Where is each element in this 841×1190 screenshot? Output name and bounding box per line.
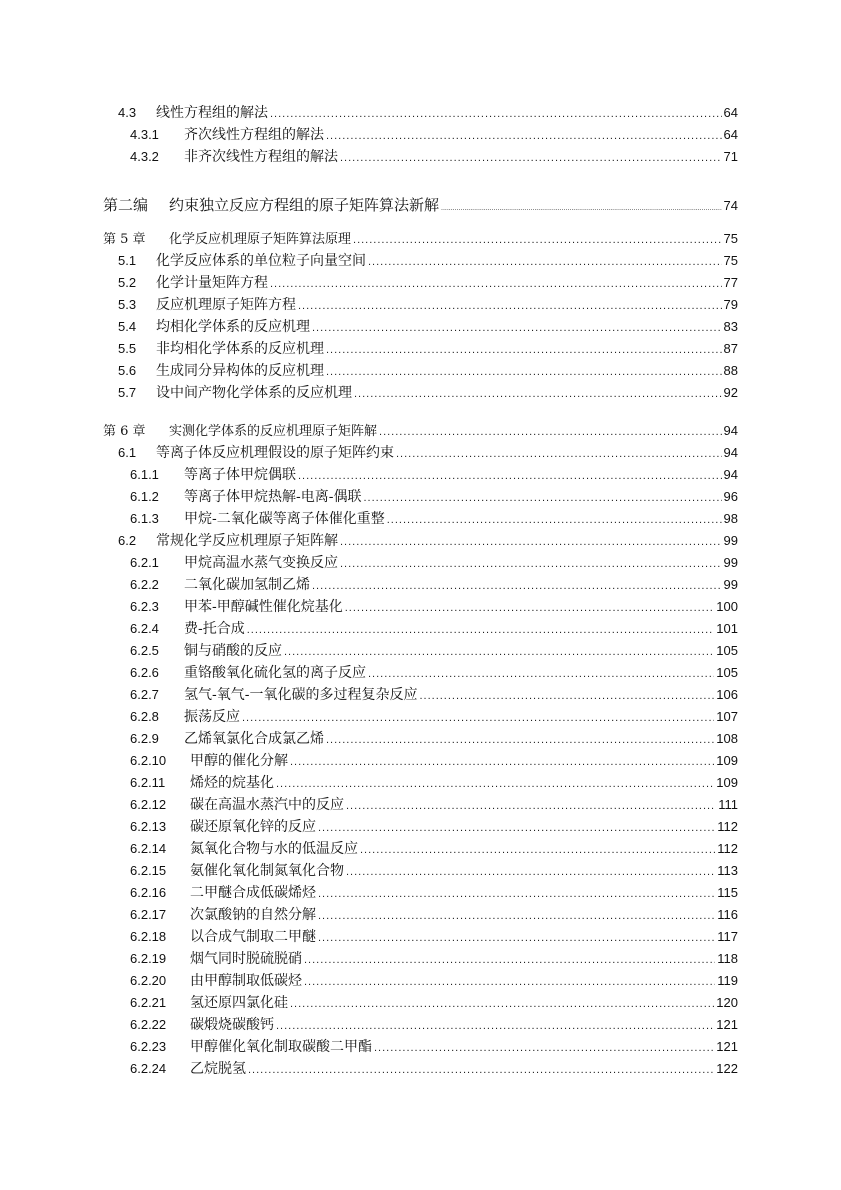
dot-leader xyxy=(326,125,722,147)
dot-leader xyxy=(340,553,722,575)
toc-entry-5-3[interactable] xyxy=(0,294,841,316)
dot-leader xyxy=(298,465,722,487)
section-title: 重铬酸氧化硫化氢的离子反应 xyxy=(184,665,366,681)
chapter-title: 化学反应机理原子矩阵算法原理 xyxy=(169,232,352,247)
section-title: 设中间产物化学体系的反应机理 xyxy=(156,385,352,401)
section-title: 氮氧化合物与水的低温反应 xyxy=(190,841,358,857)
page-number: 115 xyxy=(717,885,738,900)
section-title: 铜与硝酸的反应 xyxy=(184,643,282,659)
dot-leader xyxy=(374,1037,714,1059)
section-number: 4.3.1 xyxy=(130,127,159,142)
section-number: 5.2 xyxy=(118,275,137,290)
toc-entry-6-1-2[interactable] xyxy=(0,486,841,508)
section-number: 5.4 xyxy=(118,319,137,334)
toc-entry-6-1-3[interactable] xyxy=(0,508,841,530)
section-title: 碳还原氧化锌的反应 xyxy=(190,819,316,835)
page-number: 99 xyxy=(723,533,738,548)
toc-entry-6-2-1[interactable] xyxy=(0,552,841,574)
dot-leader xyxy=(326,339,722,361)
toc-entry-6-2-8[interactable] xyxy=(0,706,841,728)
section-title: 甲苯-甲醇碱性催化烷基化 xyxy=(184,599,343,615)
page-number: 105 xyxy=(716,665,738,680)
section-title: 甲烷-二氧化碳等离子体催化重整 xyxy=(184,511,385,527)
dot-leader xyxy=(326,361,722,383)
toc-entry-6-2-10[interactable] xyxy=(0,750,841,772)
section-6-2-subsections xyxy=(0,552,841,1080)
toc-entry-6-2-20[interactable] xyxy=(0,970,841,992)
toc-entry-4-3[interactable] xyxy=(0,102,841,124)
page-number: 121 xyxy=(716,1017,738,1032)
page-number: 106 xyxy=(716,687,738,702)
toc-chapter-6[interactable] xyxy=(0,420,841,442)
chapter-title: 实测化学体系的反应机理原子矩阵解 xyxy=(169,424,378,439)
section-title: 线性方程组的解法 xyxy=(156,105,268,121)
section-number: 6.2.2 xyxy=(130,577,159,592)
dot-leader xyxy=(346,861,715,883)
dot-leader xyxy=(318,883,715,905)
dot-leader xyxy=(419,685,714,707)
section-number: 5.6 xyxy=(118,363,137,378)
section-title: 氨催化氧化制氮氧化合物 xyxy=(190,863,344,879)
section-title: 生成同分异构体的反应机理 xyxy=(156,363,324,379)
section-number: 6.2 xyxy=(118,533,137,548)
page-number: 99 xyxy=(723,555,738,570)
section-title: 等离子体反应机理假设的原子矩阵约束 xyxy=(156,445,394,461)
toc-entry-5-2[interactable] xyxy=(0,272,841,294)
section-number: 5.3 xyxy=(118,297,137,312)
section-number: 6.2.7 xyxy=(130,687,159,702)
page-number: 109 xyxy=(716,753,738,768)
page-number: 120 xyxy=(716,995,738,1010)
toc-entry-6-1[interactable] xyxy=(0,442,841,464)
section-number: 6.2.10 xyxy=(130,753,167,768)
toc-entry-5-7[interactable] xyxy=(0,382,841,404)
section-number: 5.7 xyxy=(118,385,137,400)
dot-leader xyxy=(318,817,715,839)
dot-leader xyxy=(298,295,722,317)
section-number: 5.1 xyxy=(118,253,137,268)
dot-leader xyxy=(290,993,714,1015)
dot-leader xyxy=(368,251,722,273)
dot-leader xyxy=(340,147,722,169)
page-number: 64 xyxy=(723,105,738,120)
table-of-contents xyxy=(0,102,841,1080)
section-number: 6.1.3 xyxy=(130,511,159,526)
section-number: 4.3 xyxy=(118,105,137,120)
toc-entry-4-3-1[interactable] xyxy=(0,124,841,146)
section-title: 反应机理原子矩阵方程 xyxy=(156,297,296,313)
page-number: 100 xyxy=(716,599,738,614)
toc-entry-6-2-19[interactable] xyxy=(0,948,841,970)
toc-entry-6-2-13[interactable] xyxy=(0,816,841,838)
chapter-number: 第 6 章 xyxy=(103,424,146,439)
section-number: 6.2.3 xyxy=(130,599,159,614)
toc-entry-6-2-21[interactable] xyxy=(0,992,841,1014)
toc-entry-5-5[interactable] xyxy=(0,338,841,360)
toc-entry-6-2-22[interactable] xyxy=(0,1014,841,1036)
section-title: 甲醇催化氧化制取碳酸二甲酯 xyxy=(190,1039,372,1055)
dot-leader xyxy=(396,443,722,465)
dot-leader xyxy=(247,619,715,641)
page-number: 64 xyxy=(723,127,738,142)
part-title: 约束独立反应方程组的原子矩阵算法新解 xyxy=(169,196,440,214)
section-title: 化学计量矩阵方程 xyxy=(156,275,268,291)
section-number: 6.2.13 xyxy=(130,819,167,834)
section-number: 6.2.21 xyxy=(130,995,167,1010)
toc-entry-6-2-12[interactable] xyxy=(0,794,841,816)
section-number: 6.2.24 xyxy=(130,1061,167,1076)
section-title: 均相化学体系的反应机理 xyxy=(156,319,310,335)
section-number: 6.2.18 xyxy=(130,929,167,944)
dot-leader xyxy=(276,1015,714,1037)
toc-entry-4-3-2[interactable] xyxy=(0,146,841,168)
section-title: 二氧化碳加氢制乙烯 xyxy=(184,577,310,593)
dot-leader xyxy=(270,103,722,125)
page-number: 117 xyxy=(717,929,738,944)
section-number: 6.1.1 xyxy=(130,467,159,482)
chapter-5-sections xyxy=(0,250,841,404)
section-number: 6.2.22 xyxy=(130,1017,167,1032)
dot-leader xyxy=(363,487,721,509)
page-number: 99 xyxy=(723,577,738,592)
page-number: 79 xyxy=(723,297,738,312)
dot-leader xyxy=(340,531,722,553)
section-title: 费-托合成 xyxy=(184,621,245,637)
toc-chapter-5[interactable] xyxy=(0,228,841,250)
section-number: 6.2.1 xyxy=(130,555,159,570)
toc-entry-6-2-17[interactable] xyxy=(0,904,841,926)
dot-leader xyxy=(318,927,715,949)
dot-leader xyxy=(270,273,722,295)
page-number: 71 xyxy=(723,149,738,164)
page-number: 87 xyxy=(723,341,738,356)
dot-leader xyxy=(276,773,714,795)
dot-leader xyxy=(312,575,722,597)
page-number: 94 xyxy=(723,423,738,438)
toc-entry-6-2-15[interactable] xyxy=(0,860,841,882)
section-number: 6.2.9 xyxy=(130,731,159,746)
dot-leader xyxy=(441,198,722,220)
section-title: 次氯酸钠的自然分解 xyxy=(190,907,316,923)
section-title: 乙烯氧氯化合成氯乙烯 xyxy=(184,731,324,747)
dot-leader xyxy=(326,729,714,751)
section-number: 6.1.2 xyxy=(130,489,159,504)
page-number: 119 xyxy=(717,973,738,988)
section-title: 烟气同时脱硫脱硝 xyxy=(190,951,302,967)
section-number: 6.2.16 xyxy=(130,885,167,900)
toc-entry-6-2-7[interactable] xyxy=(0,684,841,706)
page-number: 98 xyxy=(723,511,738,526)
page-number: 112 xyxy=(717,819,738,834)
section-title: 烯烃的烷基化 xyxy=(190,775,274,791)
section-number: 6.2.8 xyxy=(130,709,159,724)
toc-entry-6-2-24[interactable] xyxy=(0,1058,841,1080)
toc-entry-6-2-4[interactable] xyxy=(0,618,841,640)
page-number: 122 xyxy=(716,1061,738,1076)
section-number: 6.2.6 xyxy=(130,665,159,680)
section-number: 6.2.23 xyxy=(130,1039,167,1054)
dot-leader xyxy=(379,421,722,443)
dot-leader xyxy=(354,383,722,405)
section-6-1-subsections xyxy=(0,464,841,530)
section-number: 6.2.17 xyxy=(130,907,167,922)
section-title: 常规化学反应机理原子矩阵解 xyxy=(156,533,338,549)
page-number: 88 xyxy=(723,363,738,378)
page-number: 94 xyxy=(723,467,738,482)
page-number: 112 xyxy=(717,841,738,856)
page-number: 75 xyxy=(723,231,738,246)
toc-entry-6-2-16[interactable] xyxy=(0,882,841,904)
chapter-number: 第 5 章 xyxy=(103,232,146,247)
page-number: 111 xyxy=(718,797,738,812)
dot-leader xyxy=(345,597,715,619)
section-title: 氢还原四氯化硅 xyxy=(190,995,288,1011)
section-number: 6.2.20 xyxy=(130,973,167,988)
page-number: 94 xyxy=(723,445,738,460)
toc-entry-6-2-11[interactable] xyxy=(0,772,841,794)
page-number: 121 xyxy=(716,1039,738,1054)
toc-entry-5-4[interactable] xyxy=(0,316,841,338)
dot-leader xyxy=(353,229,722,251)
page-number: 92 xyxy=(723,385,738,400)
section-number: 6.2.14 xyxy=(130,841,167,856)
section-number: 4.3.2 xyxy=(130,149,159,164)
dot-leader xyxy=(312,317,722,339)
page-number: 108 xyxy=(716,731,738,746)
dot-leader xyxy=(290,751,714,773)
section-title: 等离子体甲烷热解-电离-偶联 xyxy=(184,489,362,505)
page-number: 113 xyxy=(717,863,738,878)
section-number: 6.2.15 xyxy=(130,863,167,878)
section-number: 6.2.12 xyxy=(130,797,167,812)
page-number: 107 xyxy=(716,709,738,724)
toc-entry-6-2-2[interactable] xyxy=(0,574,841,596)
page-number: 74 xyxy=(723,198,738,213)
toc-entry-5-1[interactable] xyxy=(0,250,841,272)
section-title: 非齐次线性方程组的解法 xyxy=(184,149,338,165)
section-title: 由甲醇制取低碳烃 xyxy=(190,973,302,989)
part-number: 第二编 xyxy=(103,196,149,214)
section-title: 振荡反应 xyxy=(184,709,240,725)
section-title: 碳在高温水蒸汽中的反应 xyxy=(190,797,344,813)
section-title: 氢气-氧气-一氧化碳的多过程复杂反应 xyxy=(184,687,418,703)
page-number: 118 xyxy=(717,951,738,966)
page-number: 77 xyxy=(723,275,738,290)
toc-entry-6-2-23[interactable] xyxy=(0,1036,841,1058)
toc-entry-6-1-1[interactable] xyxy=(0,464,841,486)
section-title: 非均相化学体系的反应机理 xyxy=(156,341,324,357)
section-number: 6.2.5 xyxy=(130,643,159,658)
section-title: 甲烷高温水蒸气变换反应 xyxy=(184,555,338,571)
section-title: 二甲醚合成低碳烯烃 xyxy=(190,885,316,901)
dot-leader xyxy=(360,839,715,861)
toc-entry-6-2[interactable] xyxy=(0,530,841,552)
page-number: 116 xyxy=(717,907,738,922)
section-number: 6.2.4 xyxy=(130,621,159,636)
toc-entry-6-2-6[interactable] xyxy=(0,662,841,684)
dot-leader xyxy=(368,663,714,685)
dot-leader xyxy=(318,905,715,927)
toc-entry-6-2-14[interactable] xyxy=(0,838,841,860)
dot-leader xyxy=(304,949,715,971)
dot-leader xyxy=(284,641,714,663)
section-title: 以合成气制取二甲醚 xyxy=(190,929,316,945)
section-number: 5.5 xyxy=(118,341,137,356)
page-number: 75 xyxy=(723,253,738,268)
dot-leader xyxy=(248,1059,714,1081)
page-number: 83 xyxy=(723,319,738,334)
section-title: 齐次线性方程组的解法 xyxy=(184,127,324,143)
dot-leader xyxy=(346,795,716,817)
section-title: 碳煅烧碳酸钙 xyxy=(190,1017,274,1033)
dot-leader xyxy=(387,509,722,531)
section-title: 乙烷脱氢 xyxy=(190,1061,246,1077)
toc-entry-6-2-3[interactable] xyxy=(0,596,841,618)
section-title: 等离子体甲烷偶联 xyxy=(184,467,296,483)
section-number: 6.1 xyxy=(118,445,137,460)
page-number: 105 xyxy=(716,643,738,658)
section-title: 甲醇的催化分解 xyxy=(190,753,288,769)
page-number: 109 xyxy=(716,775,738,790)
toc-entry-6-2-5[interactable] xyxy=(0,640,841,662)
section-title: 化学反应体系的单位粒子向量空间 xyxy=(156,253,366,269)
toc-entry-6-2-18[interactable] xyxy=(0,926,841,948)
toc-entry-6-2-9[interactable] xyxy=(0,728,841,750)
section-number: 6.2.19 xyxy=(130,951,167,966)
dot-leader xyxy=(304,971,715,993)
toc-entry-5-6[interactable] xyxy=(0,360,841,382)
dot-leader xyxy=(242,707,714,729)
page-number: 101 xyxy=(716,621,738,636)
page-number: 96 xyxy=(723,489,738,504)
section-number: 6.2.11 xyxy=(130,775,166,790)
toc-part-2[interactable] xyxy=(0,194,841,216)
